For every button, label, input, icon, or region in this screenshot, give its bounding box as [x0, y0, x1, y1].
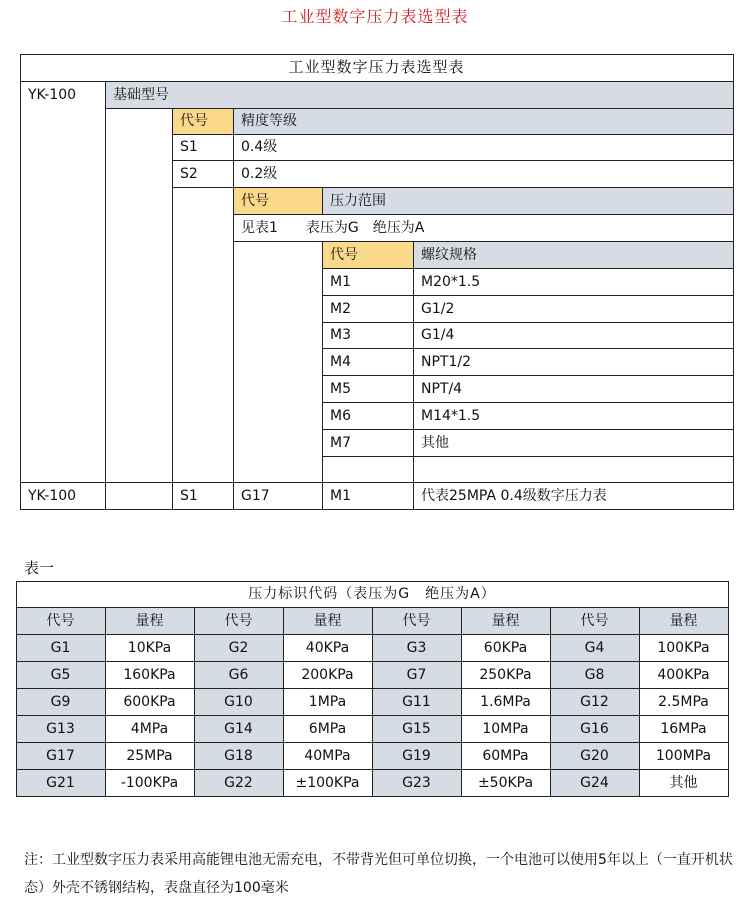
- accuracy-value: 0.4级: [241, 139, 278, 155]
- range-cell: 其他: [669, 774, 698, 791]
- grid-line: [372, 607, 373, 797]
- range-cell: ±50KPa: [477, 774, 534, 791]
- grid-line: [550, 607, 551, 797]
- footnote: 注：工业型数字压力表采用高能锂电池无需充电，不带背光但可单位切换，一个电池可以使用5年以上（一直开机状态）外壳不锈钢结构，表盘直径为100毫米: [24, 852, 733, 896]
- code-cell: G4: [550, 634, 639, 661]
- grid-line: [322, 402, 734, 403]
- header-range: 量程: [283, 607, 372, 634]
- code-cell: G3: [372, 634, 461, 661]
- example-pressure: G17: [241, 487, 270, 504]
- code-cell: G18: [194, 742, 283, 769]
- code-cell: G16: [550, 715, 639, 742]
- grid-line: [639, 607, 640, 797]
- grid-line: [233, 241, 734, 242]
- thread-header: 螺纹规格: [413, 241, 733, 268]
- base-model-header: 基础型号: [105, 81, 733, 108]
- thread-code: M4: [330, 353, 351, 370]
- range-cell: 1MPa: [308, 693, 347, 710]
- code-cell: G14: [194, 715, 283, 742]
- code-cell: G10: [194, 688, 283, 715]
- grid-line: [322, 187, 323, 215]
- accuracy-code: S2: [180, 165, 198, 182]
- grid-line: [233, 108, 234, 188]
- range-cell: 4MPa: [130, 720, 169, 737]
- grid-line: [461, 607, 462, 797]
- code-cell: G1: [16, 634, 105, 661]
- code-cell: G13: [16, 715, 105, 742]
- thread-value: M14*1.5: [421, 407, 481, 424]
- range-cell: 60KPa: [483, 639, 528, 656]
- thread-value: 其他: [421, 434, 449, 451]
- accuracy-header: 精度等级: [233, 108, 733, 134]
- grid-line: [172, 134, 734, 135]
- code-cell: G23: [372, 769, 461, 796]
- grid-line: [322, 348, 734, 349]
- thread-value: G1/2: [421, 300, 455, 317]
- base-model-code: YK-100: [28, 86, 77, 103]
- range-cell: 40MPa: [304, 747, 351, 764]
- grid-line: [322, 241, 323, 510]
- code-cell: G7: [372, 661, 461, 688]
- grid-line: [172, 187, 734, 188]
- header-code: 代号: [550, 607, 639, 634]
- thread-value: NPT1/2: [421, 353, 471, 370]
- pressure-code-header: 代号: [233, 187, 322, 214]
- grid-line: [20, 54, 734, 55]
- range-cell: 25MPa: [126, 747, 173, 764]
- grid-line: [20, 81, 734, 82]
- thread-code: M6: [330, 407, 351, 424]
- grid-line: [172, 187, 173, 510]
- grid-line: [322, 295, 734, 296]
- example-thread: M1: [330, 487, 351, 504]
- range-cell: 10KPa: [127, 639, 172, 656]
- code-cell: G20: [550, 742, 639, 769]
- grid-line: [322, 429, 734, 430]
- accuracy-code: S1: [180, 139, 198, 155]
- selection-table-title: 工业型数字压力表选型表: [288, 58, 465, 76]
- header-code: 代号: [372, 607, 461, 634]
- code-cell: G15: [372, 715, 461, 742]
- pressure-header: 压力范围: [322, 187, 733, 214]
- grid-line: [233, 187, 234, 510]
- header-range: 量程: [639, 607, 728, 634]
- code-cell: G19: [372, 742, 461, 769]
- code-cell: G24: [550, 769, 639, 796]
- range-cell: 400KPa: [657, 666, 710, 683]
- code-cell: G8: [550, 661, 639, 688]
- range-cell: 250KPa: [479, 666, 532, 683]
- code-cell: G17: [16, 742, 105, 769]
- thread-code: M2: [330, 300, 351, 317]
- range-cell: 6MPa: [308, 720, 347, 737]
- grid-line: [16, 581, 729, 582]
- code-cell: G9: [16, 688, 105, 715]
- grid-line: [194, 607, 195, 797]
- grid-line: [20, 482, 734, 483]
- thread-code: M7: [330, 434, 351, 451]
- code-cell: G12: [550, 688, 639, 715]
- grid-line: [172, 108, 173, 188]
- range-cell: ±100KPa: [295, 774, 360, 791]
- accuracy-code-header: 代号: [172, 108, 233, 134]
- range-cell: 16MPa: [660, 720, 707, 737]
- code-cell: G22: [194, 769, 283, 796]
- page-title: 工业型数字压力表选型表: [281, 7, 469, 26]
- range-cell: 200KPa: [301, 666, 354, 683]
- thread-code-header: 代号: [322, 241, 413, 268]
- grid-line: [322, 375, 734, 376]
- example-accuracy: S1: [180, 487, 198, 504]
- grid-line: [233, 214, 734, 215]
- thread-code: M5: [330, 380, 351, 397]
- grid-line: [413, 241, 414, 510]
- grid-line: [105, 108, 734, 109]
- accuracy-value: 0.2级: [241, 165, 278, 182]
- code-cell: G2: [194, 634, 283, 661]
- header-code: 代号: [16, 607, 105, 634]
- grid-line: [322, 268, 734, 269]
- header-code: 代号: [194, 607, 283, 634]
- header-range: 量程: [461, 607, 550, 634]
- grid-line: [105, 607, 106, 797]
- grid-line: [172, 160, 734, 161]
- range-cell: 100MPa: [655, 747, 712, 764]
- range-cell: 10MPa: [482, 720, 529, 737]
- example-description: 代表25MPA 0.4级数字压力表: [421, 487, 607, 504]
- grid-line: [105, 81, 106, 510]
- thread-value: M20*1.5: [421, 273, 481, 290]
- code-cell: G6: [194, 661, 283, 688]
- table2-label: 表一: [24, 559, 55, 577]
- range-cell: 100KPa: [657, 639, 710, 656]
- grid-line: [322, 456, 734, 457]
- thread-value: NPT/4: [421, 380, 463, 397]
- pressure-range-note: 见表1 表压为G 绝压为A: [241, 219, 425, 236]
- thread-code: M3: [330, 327, 351, 343]
- grid-line: [728, 581, 729, 797]
- range-cell: 40KPa: [305, 639, 350, 656]
- range-cell: 160KPa: [123, 666, 176, 683]
- thread-value: G1/4: [421, 327, 455, 343]
- pressure-code-table-title: 压力标识代码（表压为G 绝压为A）: [248, 586, 496, 602]
- range-cell: 1.6MPa: [480, 693, 531, 710]
- code-cell: G11: [372, 688, 461, 715]
- grid-line: [733, 54, 734, 510]
- range-cell: 2.5MPa: [658, 693, 709, 710]
- range-cell: -100KPa: [120, 774, 179, 791]
- range-cell: 60MPa: [482, 747, 529, 764]
- code-cell: G21: [16, 769, 105, 796]
- grid-line: [322, 322, 734, 323]
- header-range: 量程: [105, 607, 194, 634]
- code-cell: G5: [16, 661, 105, 688]
- thread-code: M1: [330, 273, 351, 290]
- grid-line: [16, 581, 17, 797]
- range-cell: 600KPa: [123, 693, 176, 710]
- grid-line: [20, 54, 21, 510]
- grid-line: [20, 509, 734, 510]
- grid-line: [283, 607, 284, 797]
- example-model: YK-100: [28, 487, 77, 504]
